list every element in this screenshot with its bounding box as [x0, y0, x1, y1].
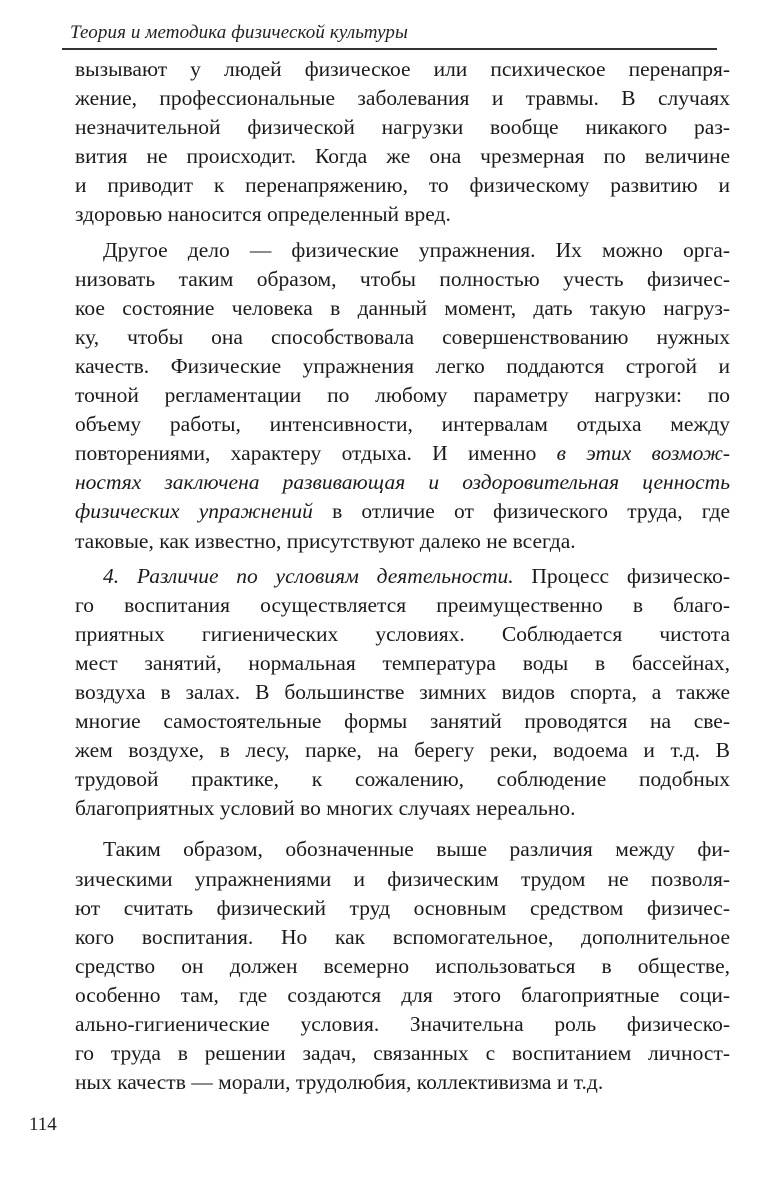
text-run: Другое дело — физические упражнения. Их можно орга-	[103, 237, 730, 262]
text-run: вызывают у людей физическое или психическое перенапря-	[75, 57, 730, 81]
italic-text: 4. Различие по условиям деятельности.	[103, 563, 514, 588]
text-run: низовать таким образом, чтобы полностью учесть физичес-	[75, 266, 730, 291]
text-line	[75, 794, 730, 823]
text-run: Таким образом, обозначенные выше различия между фи-	[103, 837, 730, 862]
text-run: зическими упражнениями и физическим трудом не позволя-	[75, 866, 730, 891]
text-line	[75, 352, 730, 381]
text-line	[75, 171, 730, 200]
text-run: и приводит к перенапряжению, то физическому развитию и	[75, 173, 730, 198]
text-line	[75, 765, 730, 794]
text-line	[75, 562, 730, 591]
text-line	[75, 835, 730, 864]
page-number: 114	[29, 1114, 57, 1135]
paragraph	[75, 835, 730, 1097]
text-line	[75, 736, 730, 765]
text-line	[75, 1068, 730, 1097]
header-rule	[62, 48, 717, 50]
text-line	[75, 1010, 730, 1039]
text-line	[75, 865, 730, 894]
text-run: особенно там, где создаются для этого благоприятные соци-	[75, 982, 730, 1007]
text-run: ально-гигиенические условия. Значительна роль физическо-	[75, 1012, 730, 1036]
text-run: Процесс физическо-	[513, 563, 730, 588]
italic-text: ностях заключена развивающая и оздоровительная ценность	[75, 470, 730, 495]
italic-text: физических упражнений	[75, 499, 313, 524]
text-run: кого воспитания. Но как вспомогательное, дополнительное	[75, 924, 730, 949]
text-run: кое состояние человека в данный момент, дать такую нагруз-	[75, 295, 730, 320]
text-line	[75, 591, 730, 620]
text-line	[75, 84, 730, 113]
text-run: благоприятных условий во многих случаях нереально.	[75, 796, 576, 821]
text-run: трудовой практике, к сожалению, соблюдение подобных	[75, 767, 730, 792]
text-line	[75, 620, 730, 649]
text-line	[75, 55, 730, 84]
text-line	[75, 952, 730, 981]
text-run: го воспитания осуществляется преимущественно в благо-	[75, 592, 730, 617]
text-run: воздуха в залах. В большинстве зимних видов спорта, а также	[75, 679, 730, 704]
text-run: приятных гигиенических условиях. Соблюдается чистота	[75, 621, 730, 646]
text-run: повторениями, характеру отдыха. И именно	[75, 441, 557, 466]
text-line	[75, 497, 730, 526]
text-run: незначительной физической нагрузки вообще никакого раз-	[75, 115, 730, 140]
text-run: качеств. Физические упражнения легко поддаются строгой и	[75, 353, 730, 378]
text-run: мест занятий, нормальная температура воды в бассейнах,	[75, 650, 730, 675]
text-line	[75, 381, 730, 410]
text-line	[75, 649, 730, 678]
paragraph	[75, 562, 730, 824]
text-run: ку, чтобы она способствовала совершенствованию нужных	[75, 324, 730, 349]
text-line	[75, 468, 730, 497]
paragraph	[75, 55, 730, 230]
text-line	[75, 1039, 730, 1068]
text-line	[75, 142, 730, 171]
text-line	[75, 294, 730, 323]
text-line	[75, 410, 730, 439]
text-run: вития не происходит. Когда же она чрезмерная по величине	[75, 144, 730, 169]
text-run: ют считать физический труд основным средством физичес-	[75, 895, 730, 920]
text-line	[75, 113, 730, 142]
text-run: го труда в решении задач, связанных с воспитанием личност-	[75, 1041, 730, 1066]
body-text	[75, 55, 730, 1103]
text-run: многие самостоятельные формы занятий проводятся на све-	[75, 709, 730, 734]
text-line	[75, 707, 730, 736]
text-run: в отличие от физического труда, где	[312, 499, 730, 524]
text-run: ных качеств — морали, трудолюбия, коллективизма и т.д.	[75, 1070, 604, 1095]
italic-text: в этих возмож-	[556, 441, 730, 466]
text-run: таковые, как известно, присутствуют далеко не всегда.	[75, 528, 576, 553]
text-line	[75, 439, 730, 468]
text-line	[75, 923, 730, 952]
text-run: средство он должен всемерно использоваться в обществе,	[75, 953, 730, 978]
text-run: здоровью наносится определенный вред.	[75, 202, 451, 227]
text-run: жем воздухе, в лесу, парке, на берегу реки, водоема и т.д. В	[75, 738, 730, 763]
text-line	[75, 236, 730, 265]
text-run: объему работы, интенсивности, интервалам отдыха между	[75, 412, 730, 437]
text-line	[75, 265, 730, 294]
running-head: Теория и методика физической культуры	[70, 22, 408, 43]
text-line	[75, 200, 730, 229]
paragraph	[75, 236, 730, 556]
text-line	[75, 981, 730, 1010]
text-run: жение, профессиональные заболевания и травмы. В случаях	[75, 86, 730, 111]
text-line	[75, 678, 730, 707]
text-line	[75, 527, 730, 556]
text-line	[75, 894, 730, 923]
text-run: точной регламентации по любому параметру нагрузки: по	[75, 383, 730, 408]
text-line	[75, 323, 730, 352]
